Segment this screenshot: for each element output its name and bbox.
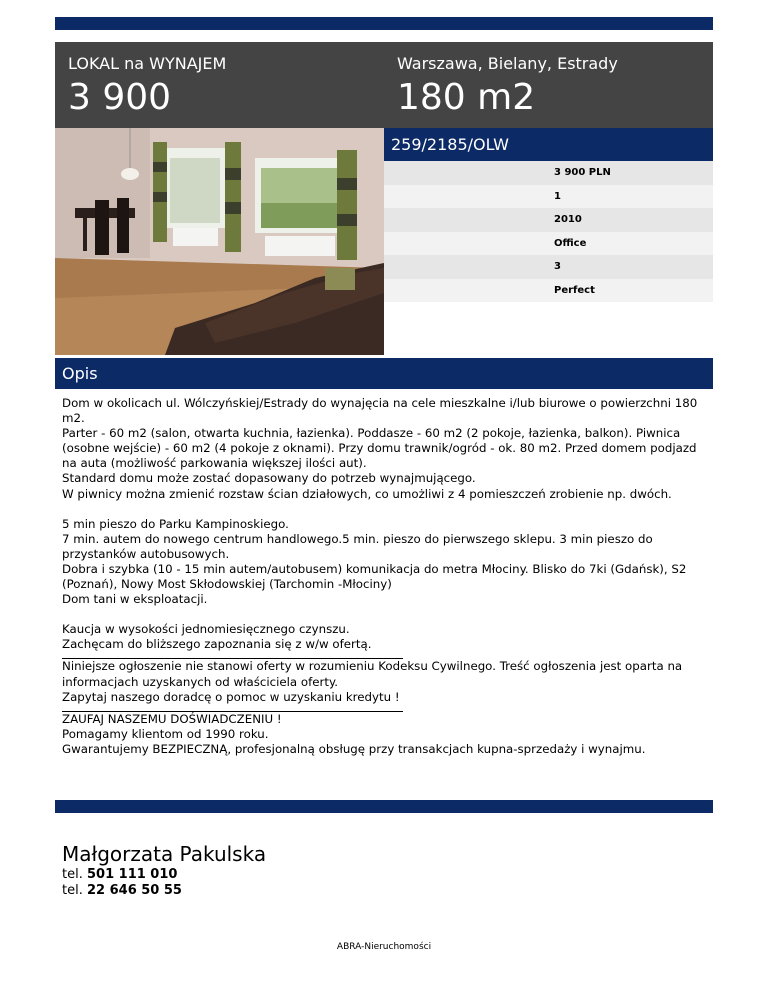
agent-phone-landline[interactable]: 22 646 50 55	[86, 883, 182, 898]
description-body	[62, 396, 708, 757]
agent-phone-line	[62, 883, 266, 899]
spec-list	[384, 161, 713, 302]
listing-area: 180 m2	[397, 77, 536, 118]
spec-condition: Perfect	[384, 279, 713, 303]
listing-price: 3 900	[68, 77, 172, 118]
header-left	[68, 54, 226, 120]
tel-label: tel.	[62, 867, 83, 882]
living-room-photo	[55, 128, 384, 355]
reference-number: 259/2185/OLW	[384, 128, 713, 161]
agent-phone-mobile[interactable]: 501 111 010	[86, 867, 178, 882]
description-heading: Opis	[55, 358, 713, 389]
agent-phone-line	[62, 867, 266, 883]
listing-header	[55, 42, 713, 128]
property-photo	[55, 128, 384, 355]
spec-price: 3 900 PLN	[384, 161, 713, 185]
spec-rooms: 3	[384, 255, 713, 279]
company-pitch-paragraph: ZAUFAJ NASZEMU DOŚWIADCZENIU ! Pomagamy klientom od 1990 roku. Gwarantujemy BEZPIECZNĄ, profesjonalną obsługę przy transakcjach kupna-sprzedaży i wynajmu.	[62, 711, 646, 756]
disclaimer-paragraph: Niniejsze ogłoszenie nie stanowi oferty w rozumieniu Kodeksu Cywilnego. Treść ogłoszenia jest oparta na informacjach uzyskanych od właściciela oferty. Zapytaj naszego doradcę o pomoc w uzyskaniu kredytu !	[62, 659, 683, 704]
header-right	[397, 54, 618, 120]
description-paragraph: Dom w okolicach ul. Wólczyńskiej/Estrady do wynajęcia na cele mieszkalne i/lub biurowe o powierzchni 180 m2. Parter - 60 m2 (salon, otwarta kuchnia, łazienka). Poddasze - 60 m2 (2 pokoje, łazienka, balkon). Piwnica (osobne wejście) - 60 m2 (4 pokoje z oknami). Przy domu trawnik/ogród - ok. 80 m2. Przed domem podjazd na auta (możliwość parkowania większej ilości aut). Standard domu może zostać dopasowany do potrzeb wynajmującego. W piwnicy można zmienić rozstaw ścian działowych, co umożliwi z 4 pomieszczeń zrobienie np. dwóch.	[62, 396, 698, 501]
description-paragraph: Kaucja w wysokości jednomiesięcznego czynszu. Zachęcam do bliższego zapoznania się z w/w ofertą.	[62, 622, 372, 652]
spec-year: 2010	[384, 208, 713, 232]
spec-floor: 1	[384, 185, 713, 209]
agent-contact	[62, 841, 266, 899]
tel-label: tel.	[62, 883, 83, 898]
listing-type: LOKAL na WYNAJEM	[68, 54, 227, 73]
agent-name: Małgorzata Pakulska	[62, 842, 267, 866]
bottom-accent-bar	[55, 800, 713, 813]
spec-type: Office	[384, 232, 713, 256]
description-paragraph: 5 min pieszo do Parku Kampinoskiego. 7 min. autem do nowego centrum handlowego.5 min. pieszo do pierwszego sklepu. 3 min pieszo do przystanków autobusowych. Dobra i szybka (10 - 15 min autem/autobusem) komunikacja do metra Młociny. Blisko do 7ki (Gdańsk), S2 (Poznań), Nowy Most Skłodowskiej (Tarchomin -Młociny) Dom tani w eksploatacji.	[62, 516, 687, 607]
footer-company: ABRA-Nieruchomości	[336, 942, 432, 952]
listing-location: Warszawa, Bielany, Estrady	[397, 54, 618, 73]
top-accent-bar	[55, 17, 713, 30]
